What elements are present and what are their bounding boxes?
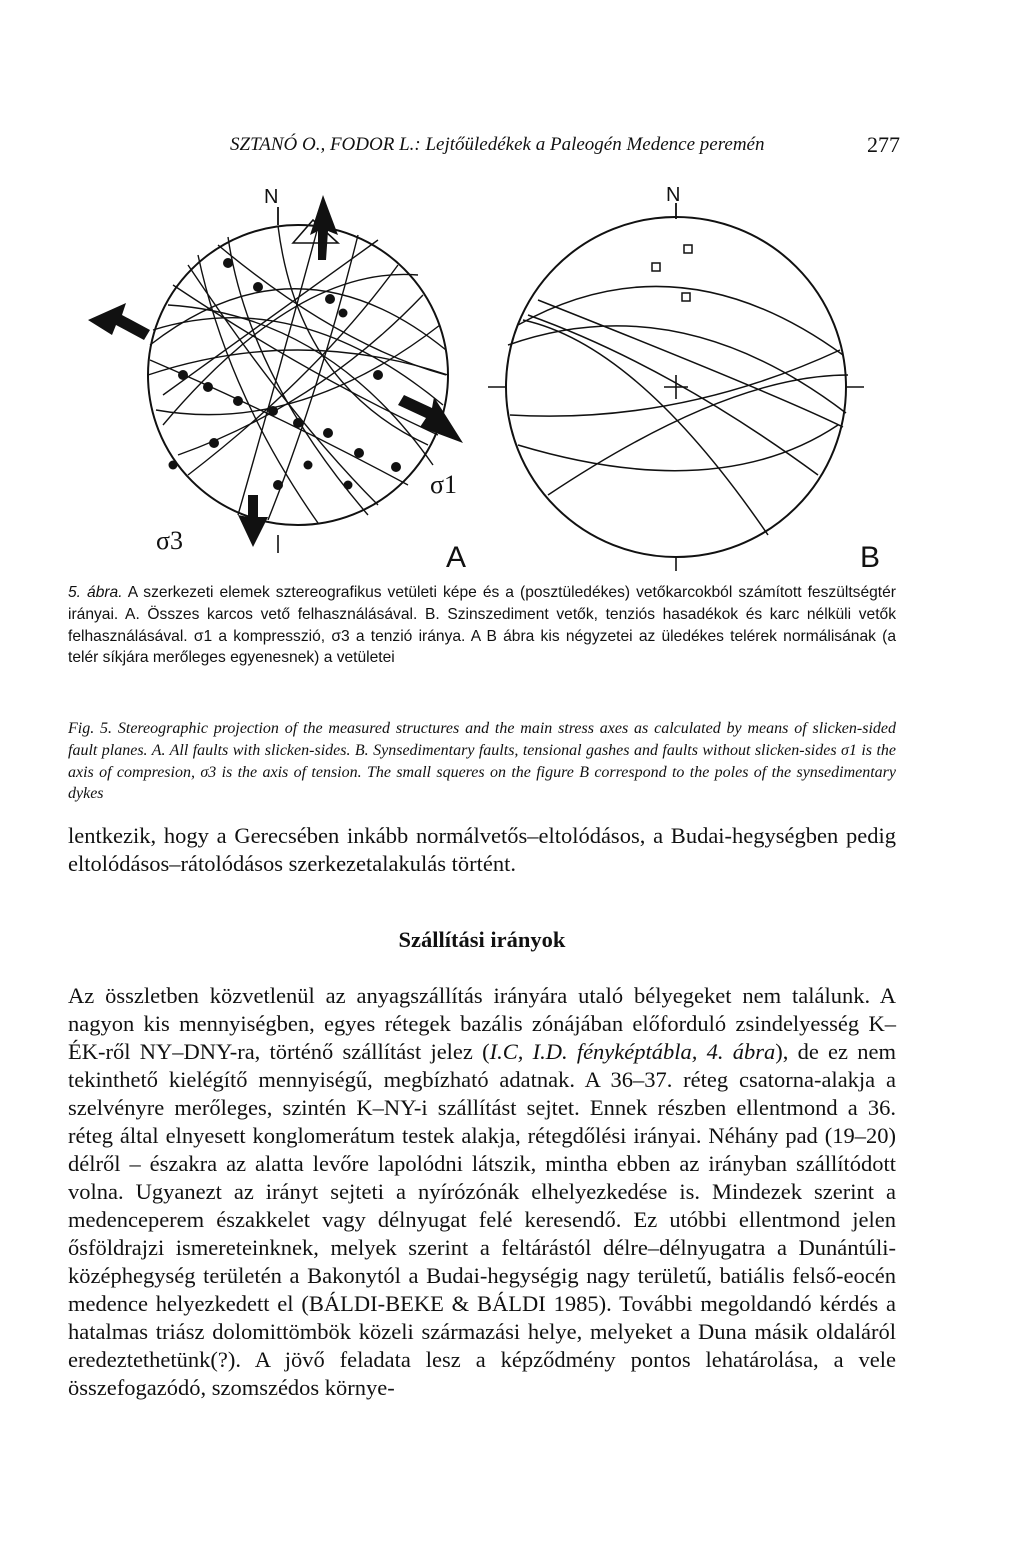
caption-hungarian [68, 582, 896, 669]
stereonet-b-great-circles [508, 286, 848, 535]
body-text-part-3: 1985). További megoldandó kérdés a hatalmas triász dolomittömbök közeli származási helye, melyeket a Duna másik oldaláról eredeztethetünk(?). A jövő feladata lesz a képződmény pontos lehatárolása, a vele összefogazódó, szomszédos környe- [68, 1291, 896, 1400]
body-text-part-2: ), de ez nem tekinthető kielégítő mennyiségű, megbízható adatnak. A 36–37. réteg csatorna-alakja a szelvényre merőleges, szintén K–NY-i szállítást sejtet. Ennek részben ellentmond a 36. réteg által elnyesett konglomerátum testek alakja, rétegdőlési irányai. Néhány pad (19–20) délről – északra az alatta levőre lapolódni látszik, mintha ebben az irányban szállítódott volna. Ugyanezt az irányt sejteti a nyírózónák elhelyezkedése is. Mindezek szerint a medenceperem északkelet vagy délnyugat felé keresendő. Ez utóbbi ellentmond jelen ősföldrajzi ismereteinknek, melyek szerint a feltárástól délre–délnyugatra a Dunántúli-középhegység területén a Bakonytól a Budai-hegységig nagy területű, batiális felső-eocén medence helyezkedett el ( [68, 1039, 896, 1316]
stereonet-b [488, 203, 864, 571]
caption-english: Fig. 5. Stereographic projection of the measured structures and the main stress axes as calculated by means of slicken-sided fault planes. A. All faults with slicken-sides. B. Synsedimentary faults, tensional gashes and faults without slicken-sides σ1 is the axis of compresion, σ3 is the axis of tension. The small squeres on the figure B correspond to the poles of the synsedimentary dykes [68, 720, 896, 803]
sigma1-label: σ1 [430, 470, 458, 499]
figure-label-a: A [446, 541, 467, 574]
stereonet-a-north-label: N [264, 186, 279, 208]
body-text-part-1: Az összletben közvetlenül az anyagszállítás irányára utaló bélyegeket nem találunk. A nagyon kis mennyiségben, egyes rétegek bazális zónájában előforduló zsindelyesség K–ÉK-ről NY–DNY-ra, történő szállítást jelez ( [68, 983, 896, 1064]
intro-paragraph: lentkezik, hogy a Gerecsében inkább normálvetős–eltolódásos, a Budai-hegységben pedig eltolódásos–rátolódásos szerkezetalakulás történt. [68, 823, 896, 876]
header-authors: SZTANÓ O., FODOR L.: [230, 134, 421, 155]
sigma3-label: σ3 [156, 526, 184, 555]
stereonet-a-great-circles [148, 226, 448, 523]
stereonet-b-dyke-poles [652, 245, 692, 301]
page-number: 277 [867, 132, 900, 157]
body-photo-reference: I.C, I.D. fényképtábla, 4. ábra [489, 1039, 776, 1064]
caption-hu-text: A szerkezeti elemek sztereografikus vetületi képe és a (posztüledékes) vetőkarcokból számított feszültségtér irányai. A. Összes karcos vető felhasználásával. B. Szinszediment vetők, tenziós hasadékok és karc nélküli vetők felhasználásával. σ1 a kompresszió, σ3 a tenzió iránya. A B ábra kis négyzetei az üledékes telérek normálisának (a telér síkjára merőleges egyenesnek) a vetületei [68, 584, 897, 667]
figure-label-b: B [860, 541, 881, 574]
stereonet-a [88, 195, 463, 553]
stereonet-b-north-label: N [666, 184, 681, 206]
header-authors-title [230, 134, 765, 156]
running-header [230, 134, 900, 164]
stereonet-a-arrows [88, 195, 463, 547]
stereonet-figure [78, 175, 898, 580]
header-title: Lejtőüledékek a Paleogén Medence peremén [425, 134, 765, 155]
caption-hu-label: 5. ábra. [68, 584, 123, 601]
body-paragraph [68, 982, 896, 1402]
section-title: Szállítási irányok [398, 927, 566, 952]
stereonet-a-slip-points [169, 258, 402, 490]
body-citation: BÁLDI-BEKE & BÁLDI [308, 1291, 546, 1316]
